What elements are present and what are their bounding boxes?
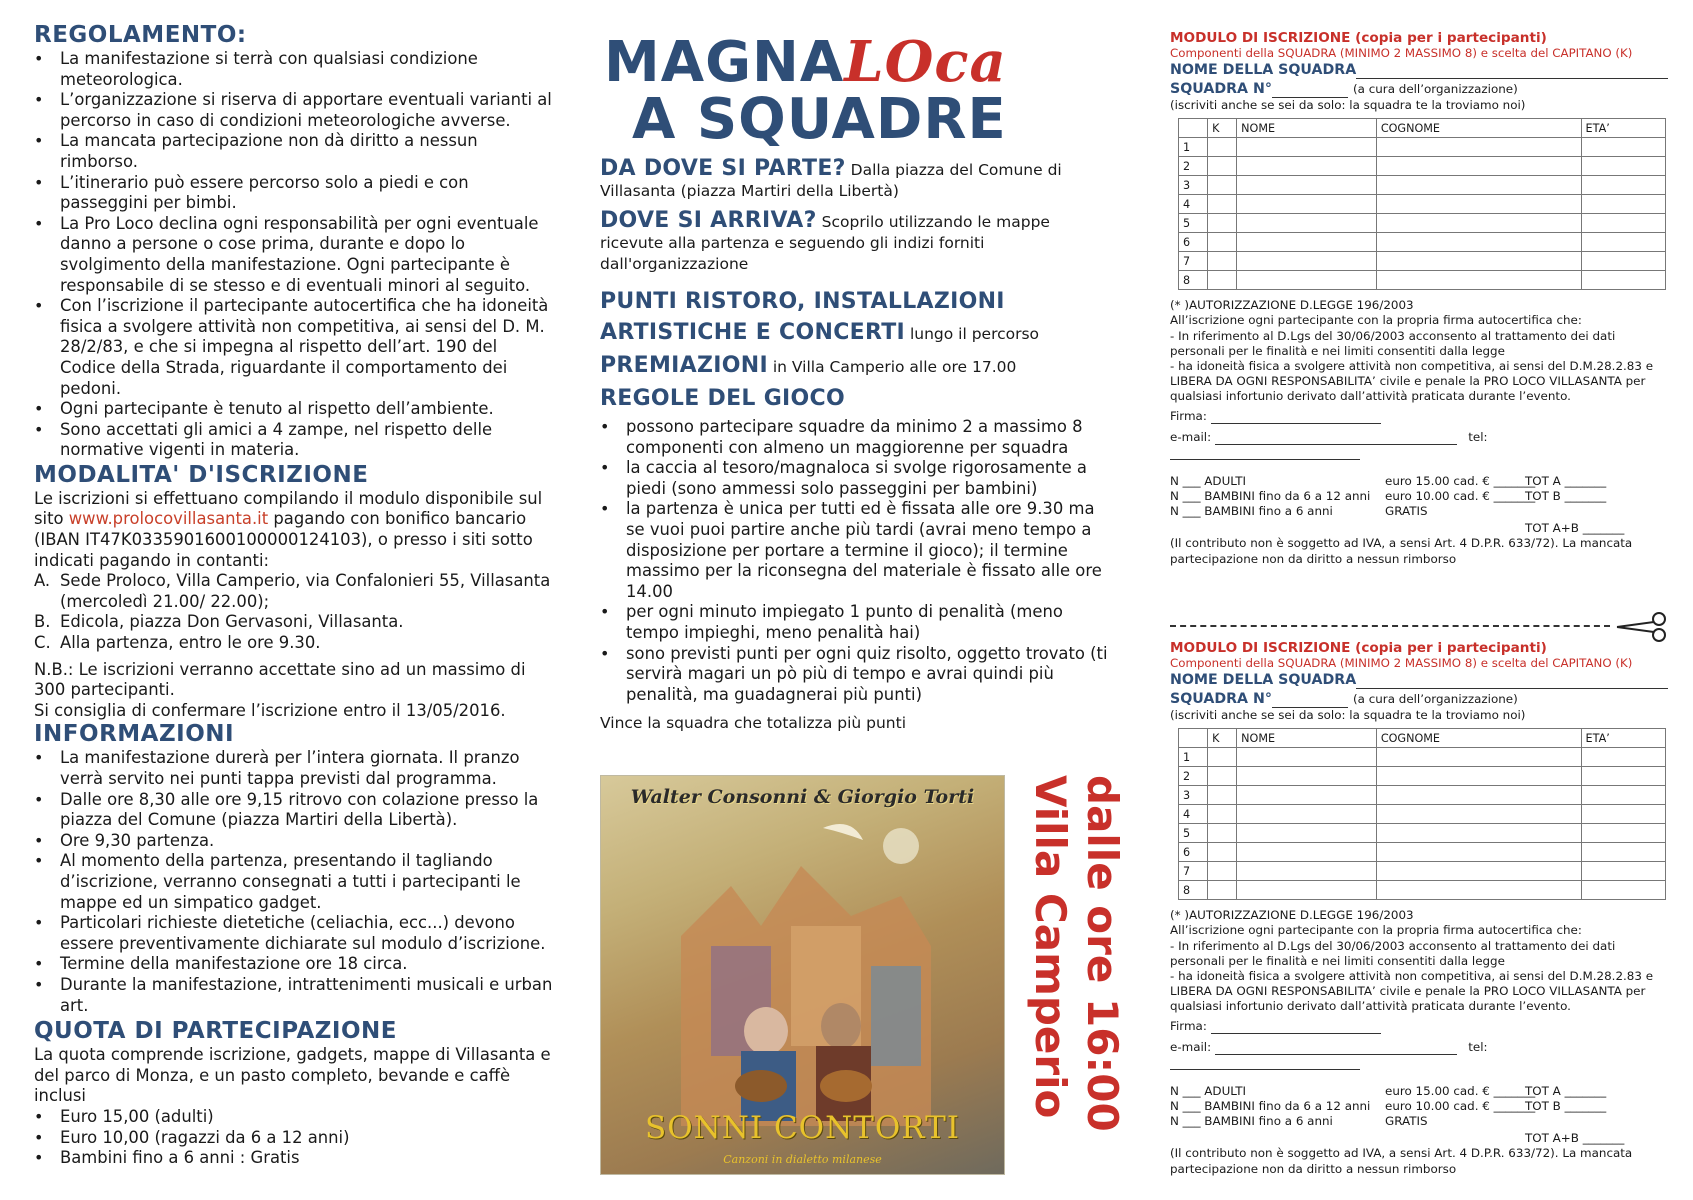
game-column [600, 0, 1127, 1200]
table-row [1179, 176, 1666, 195]
fee-total: TOT A _______ [1525, 1084, 1607, 1099]
logo-a-squadre: A SQUADRE [632, 87, 1007, 152]
captain-cell[interactable] [1208, 824, 1237, 843]
team-number-note: (a cura dell’organizzazione) [1353, 692, 1518, 706]
informazioni-item: • Al momento della partenza, presentando il tagliando d’iscrizione, verranno consegnati a tutti i partecipanti le mappe ed un simpatico gadget. [34, 851, 554, 913]
row-number: 6 [1179, 843, 1208, 862]
magnaloca-logo [600, 28, 1120, 152]
age-cell[interactable] [1581, 157, 1665, 176]
modalita-letter: B. [34, 612, 51, 632]
age-cell[interactable] [1581, 252, 1665, 271]
first-name-cell[interactable] [1237, 748, 1377, 767]
column-header: COGNOME [1376, 119, 1581, 138]
auth-line: All’iscrizione ogni partecipante con la propria firma autocertifica che: [1170, 923, 1582, 938]
table-row [1179, 862, 1666, 881]
q-arrivo-text: Scoprilo utilizzando le mappe ricevute alla partenza e seguendo gli indizi forniti dall'organizzazione [600, 213, 1050, 273]
first-name-cell[interactable] [1237, 786, 1377, 805]
row-number: 2 [1179, 767, 1208, 786]
regolamento-item: • Ogni partecipante è tenuto al rispetto dell’ambiente. [34, 399, 554, 420]
column-header: NOME [1237, 119, 1377, 138]
regolamento-title: REGOLAMENTO: [34, 22, 247, 48]
captain-cell[interactable] [1208, 233, 1237, 252]
regole-item: • la partenza è unica per tutti ed è fissata alle ore 9.30 ma se vuoi puoi partire anche più tardi (avrai meno tempo a disposizione per portare a termine il gioco); il termine massimo per la riconsegna del materiale è fissato alle ore 14.00 [600, 499, 1115, 602]
iva-note: (Il contributo non è soggetto ad IVA, a sensi Art. 4 D.P.R. 633/72). La mancata partecipazione non da diritto a nessun rimborso [1170, 1146, 1633, 1176]
captain-cell[interactable] [1208, 271, 1237, 290]
q-ristoro-title: PUNTI RISTORO, INSTALLAZIONI ARTISTICHE E CONCERTI [600, 289, 1005, 345]
scissors-icon [1615, 612, 1669, 642]
modalita-intro-part2: pagando con bonifico bancario (IBAN IT47K0335901600100000124103), o presso i siti sotto indicati pagando in contanti: [34, 509, 533, 570]
captain-cell[interactable] [1208, 157, 1237, 176]
confirm-note: Si consiglia di confermare l’iscrizione entro il 13/05/2016. [34, 700, 506, 720]
modalita-text: Sede Proloco, Villa Camperio, via Confalonieri 55, Villasanta (mercoledì 21.00/ 22.00); [60, 571, 551, 611]
captain-cell[interactable] [1208, 767, 1237, 786]
first-name-cell[interactable] [1237, 767, 1377, 786]
row-number: 7 [1179, 862, 1208, 881]
q-ristoro [600, 287, 1115, 349]
team-number-label: SQUADRA N° [1170, 81, 1272, 97]
age-cell[interactable] [1581, 195, 1665, 214]
table-row [1179, 157, 1666, 176]
first-name-cell[interactable] [1237, 157, 1377, 176]
column-header: ETA’ [1581, 119, 1665, 138]
row-number: 7 [1179, 252, 1208, 271]
q-partenza [600, 158, 1115, 202]
last-name-cell[interactable] [1376, 786, 1581, 805]
age-cell[interactable] [1581, 824, 1665, 843]
table-row [1179, 824, 1666, 843]
table-row [1179, 195, 1666, 214]
table-row [1179, 233, 1666, 252]
tel-field[interactable] [1170, 1057, 1360, 1070]
last-name-cell[interactable] [1376, 748, 1581, 767]
row-number: 3 [1179, 176, 1208, 195]
fee-row [1170, 474, 1670, 489]
regole-item: • la caccia al tesoro/magnaloca si svolge rigorosamente a piedi (sono ammessi solo passeggini per bambini) [600, 458, 1115, 499]
last-name-cell[interactable] [1376, 824, 1581, 843]
first-name-cell[interactable] [1237, 195, 1377, 214]
tot-ab: TOT A+B _______ [1525, 1131, 1625, 1146]
contact-row [1170, 1040, 1670, 1070]
quota-item: • Euro 10,00 (ragazzi da 6 a 12 anni) [34, 1128, 554, 1149]
regolamento-list [34, 49, 554, 461]
dashed-line [1170, 625, 1610, 627]
table-row [1179, 786, 1666, 805]
fee-row [1170, 1114, 1670, 1129]
column-header: NOME [1237, 729, 1377, 748]
auth-line: - In riferimento al D.Lgs del 30/06/2003 acconsento al trattamento dei dati personali per le finalità e nei limiti consentiti dalla legge [1170, 328, 1616, 358]
fee-total: TOT A _______ [1525, 474, 1607, 489]
age-cell[interactable] [1581, 214, 1665, 233]
last-name-cell[interactable] [1376, 195, 1581, 214]
table-row [1179, 252, 1666, 271]
email-field[interactable] [1215, 432, 1457, 445]
q-arrivo [600, 210, 1115, 275]
auth-line: All’iscrizione ogni partecipante con la propria firma autocertifica che: [1170, 313, 1582, 328]
auth-title: (* )AUTORIZZAZIONE D.LEGGE 196/2003 [1170, 298, 1414, 313]
tel-label: tel: [1468, 429, 1488, 444]
table-row [1179, 138, 1666, 157]
quota-title: QUOTA DI PARTECIPAZIONE [34, 1018, 398, 1045]
quota-item: • Bambini fino a 6 anni : Gratis [34, 1148, 554, 1169]
first-name-cell[interactable] [1237, 271, 1377, 290]
modalita-intro [34, 489, 554, 571]
captain-cell[interactable] [1208, 176, 1237, 195]
age-cell[interactable] [1581, 881, 1665, 900]
team-name-field[interactable] [1356, 66, 1668, 79]
modalita-letter: C. [34, 633, 51, 653]
row-number: 3 [1179, 786, 1208, 805]
firma-row [1170, 1019, 1670, 1034]
vertical-place: Villa Camperio [1026, 775, 1075, 1119]
cd-title: SONNI CONTORTI [644, 1110, 961, 1146]
modalita-letter: A. [34, 571, 51, 591]
regolamento-item: • L’itinerario può essere percorso solo a piedi e con passeggini per bimbi. [34, 173, 554, 214]
row-number: 5 [1179, 824, 1208, 843]
tel-field[interactable] [1170, 447, 1360, 460]
captain-cell[interactable] [1208, 748, 1237, 767]
informazioni-list [34, 748, 554, 1016]
last-name-cell[interactable] [1376, 767, 1581, 786]
team-name-row [1170, 61, 1670, 79]
prolocovillasanta-link[interactable]: www.prolocovillasanta.it [68, 509, 269, 529]
rules-column [34, 0, 554, 1200]
firma-row [1170, 409, 1670, 424]
cd-cover-image [600, 775, 1005, 1175]
captain-cell[interactable] [1208, 862, 1237, 881]
firma-label: Firma: [1170, 408, 1207, 423]
column-header: ETA’ [1581, 729, 1665, 748]
fee-quantity[interactable]: N ___ BAMBINI fino a 6 anni [1170, 1114, 1333, 1129]
fee-row [1170, 1084, 1670, 1099]
team-number-label: SQUADRA N° [1170, 691, 1272, 707]
first-name-cell[interactable] [1237, 824, 1377, 843]
table-row [1179, 805, 1666, 824]
fee-price: euro 15.00 cad. € _______ [1385, 474, 1536, 489]
modalita-item [34, 633, 554, 654]
vertical-time: dalle ore 16:00 [1078, 775, 1127, 1132]
game-info [600, 158, 1115, 734]
row-number: 5 [1179, 214, 1208, 233]
fee-quantity[interactable]: N ___ ADULTI [1170, 474, 1247, 489]
cd-subtitle: Canzoni in dialetto milanese [723, 1153, 882, 1166]
table-row [1179, 271, 1666, 290]
column-header [1179, 729, 1208, 748]
cd-artists: Walter Consonni & Giorgio Torti [630, 786, 975, 808]
form-subtitle: Componenti della SQUADRA (MINIMO 2 MASSIMO 8) e scelta del CAPITANO (K) [1170, 656, 1633, 670]
team-name-label: NOME DELLA SQUADRA [1170, 672, 1357, 688]
informazioni-item: • Particolari richieste dietetiche (celiachia, ecc...) devono essere preventivamente dichiarate sul modulo d’iscrizione. [34, 913, 554, 954]
iva-note: (Il contributo non è soggetto ad IVA, a sensi Art. 4 D.P.R. 633/72). La mancata partecipazione non da diritto a nessun rimborso [1170, 536, 1633, 566]
auth-title: (* )AUTORIZZAZIONE D.LEGGE 196/2003 [1170, 908, 1414, 923]
cut-line [1170, 612, 1670, 642]
email-field[interactable] [1215, 1042, 1457, 1055]
captain-cell[interactable] [1208, 805, 1237, 824]
column-header: K [1208, 119, 1237, 138]
row-number: 6 [1179, 233, 1208, 252]
first-name-cell[interactable] [1237, 176, 1377, 195]
regolamento-item: • Sono accettati gli amici a 4 zampe, nel rispetto delle normative vigenti in materia. [34, 420, 554, 461]
row-number: 8 [1179, 271, 1208, 290]
team-name-label: NOME DELLA SQUADRA [1170, 62, 1357, 78]
informazioni-item: • Dalle ore 8,30 alle ore 9,15 ritrovo con colazione presso la piazza del Comune (piazza Martiri della Libertà). [34, 790, 554, 831]
first-name-cell[interactable] [1237, 805, 1377, 824]
last-name-cell[interactable] [1376, 138, 1581, 157]
age-cell[interactable] [1581, 805, 1665, 824]
captain-cell[interactable] [1208, 843, 1237, 862]
first-name-cell[interactable] [1237, 881, 1377, 900]
informazioni-title: INFORMAZIONI [34, 721, 235, 748]
last-name-cell[interactable] [1376, 252, 1581, 271]
captain-cell[interactable] [1208, 214, 1237, 233]
tot-ab: TOT A+B _______ [1525, 521, 1625, 536]
age-cell[interactable] [1581, 271, 1665, 290]
email-label: e-mail: [1170, 1039, 1212, 1054]
firma-field[interactable] [1211, 1021, 1381, 1034]
captain-cell[interactable] [1208, 138, 1237, 157]
first-name-cell[interactable] [1237, 252, 1377, 271]
quota-item: • Euro 15,00 (adulti) [34, 1107, 554, 1128]
nb-note: N.B.: Le iscrizioni verranno accettate sino ad un massimo di 300 partecipanti. [34, 659, 526, 700]
row-number: 4 [1179, 805, 1208, 824]
form-title: MODULO DI ISCRIZIONE (copia per i partecipanti) [1170, 30, 1547, 46]
regolamento-item: • La manifestazione si terrà con qualsiasi condizione meteorologica. [34, 49, 554, 90]
regole-item: • possono partecipare squadre da minimo 2 a massimo 8 componenti con almeno un maggiorenne per squadra [600, 417, 1115, 458]
first-name-cell[interactable] [1237, 843, 1377, 862]
table-row [1179, 881, 1666, 900]
form-title: MODULO DI ISCRIZIONE (copia per i partecipanti) [1170, 640, 1547, 656]
age-cell[interactable] [1581, 748, 1665, 767]
informazioni-item: • La manifestazione durerà per l’intera giornata. Il pranzo verrà servito nei punti tappa previsti dal programma. [34, 748, 554, 789]
informazioni-item: • Durante la manifestazione, intrattenimenti musicali e urban art. [34, 975, 554, 1016]
last-name-cell[interactable] [1376, 843, 1581, 862]
modalita-text: Edicola, piazza Don Gervasoni, Villasanta. [60, 612, 404, 632]
registration-column [1170, 0, 1670, 1200]
regole-item: • sono previsti punti per ogni quiz risolto, oggetto trovato (ti servirà magari un pò più di tempo e avrai quindi più penalità, ma guadagnerai più punti) [600, 644, 1115, 706]
team-number-row [1170, 689, 1670, 708]
quota-intro: La quota comprende iscrizione, gadgets, mappe di Villasanta e del parco di Monza, e un pasto completo, bevande e caffè inclusi [34, 1045, 551, 1106]
table-row [1179, 214, 1666, 233]
table-row [1179, 767, 1666, 786]
regolamento-item: • L’organizzazione si riserva di apportare eventuali varianti al percorso in caso di condizioni meteorologiche avverse. [34, 90, 554, 131]
fee-price: GRATIS [1385, 504, 1428, 519]
vince-note: Vince la squadra che totalizza più punti [600, 714, 907, 733]
fee-quantity[interactable]: N ___ ADULTI [1170, 1084, 1247, 1099]
auth-line: - ha idoneità fisica a svolgere attività non competitiva, ai sensi del D.M.28.2.83 e LIBERA DA OGNI RESPONSABILITA’ civile e penale la PRO LOCO VILLASANTA per qualsiasi infortunio derivato dall’attività praticata durante l’evento. [1170, 359, 1654, 404]
contact-row [1170, 430, 1670, 460]
captain-cell[interactable] [1208, 881, 1237, 900]
modalita-title: MODALITA' D'ISCRIZIONE [34, 461, 369, 488]
team-number-note: (a cura dell’organizzazione) [1353, 82, 1518, 96]
age-cell[interactable] [1581, 786, 1665, 805]
informazioni-item: • Termine della manifestazione ore 18 circa. [34, 954, 554, 975]
last-name-cell[interactable] [1376, 214, 1581, 233]
last-name-cell[interactable] [1376, 805, 1581, 824]
row-number: 4 [1179, 195, 1208, 214]
modalita-intro-part1: Le iscrizioni si effettuano compilando il modulo disponibile sul sito [34, 488, 543, 529]
fee-quantity[interactable]: N ___ BAMBINI fino da 6 a 12 anni [1170, 489, 1371, 504]
email-label: e-mail: [1170, 429, 1212, 444]
modalita-item [34, 571, 554, 612]
fee-total: TOT B _______ [1525, 1099, 1607, 1114]
regolamento-item: • Con l’iscrizione il partecipante autocertifica che ha idoneità fisica a svolgere attività non competitiva, ai sensi del D. M. 28/2/83, e che si impegna al rispetto dell’art. 190 del Codice della Strada, riguardante il comportamento dei pedoni. [34, 296, 554, 399]
modalita-list [34, 571, 554, 653]
participants-table [1178, 728, 1666, 900]
modalita-item [34, 612, 554, 633]
fee-price: GRATIS [1385, 1114, 1428, 1129]
fee-quantity[interactable]: N ___ BAMBINI fino da 6 a 12 anni [1170, 1099, 1371, 1114]
event-time-vertical [1008, 775, 1127, 1173]
q-partenza-title: DA DOVE SI PARTE? [600, 156, 846, 181]
auth-line: - In riferimento al D.Lgs del 30/06/2003 acconsento al trattamento dei dati personali per le finalità e nei limiti consentiti dalla legge [1170, 938, 1616, 968]
captain-cell[interactable] [1208, 786, 1237, 805]
q-arrivo-title: DOVE SI ARRIVA? [600, 208, 817, 233]
row-number: 1 [1179, 138, 1208, 157]
fee-price: euro 10.00 cad. € _______ [1385, 1099, 1536, 1114]
q-premiazioni-title: PREMIAZIONI [600, 353, 768, 378]
fee-row [1170, 504, 1670, 519]
quota-list [34, 1107, 554, 1169]
registration-form-1 [1170, 30, 1670, 567]
modalita-text: Alla partenza, entro le ore 9.30. [60, 633, 321, 653]
q-partenza-text: Dalla piazza del Comune di Villasanta (piazza Martiri della Libertà) [600, 161, 1062, 200]
column-header: K [1208, 729, 1237, 748]
captain-cell[interactable] [1208, 195, 1237, 214]
column-header: COGNOME [1376, 729, 1581, 748]
last-name-cell[interactable] [1376, 271, 1581, 290]
fee-row [1170, 1099, 1670, 1114]
q-premiazioni-text: in Villa Camperio alle ore 17.00 [767, 358, 1017, 376]
age-cell[interactable] [1581, 176, 1665, 195]
captain-cell[interactable] [1208, 252, 1237, 271]
q-premiazioni [600, 355, 1115, 378]
team-name-row [1170, 671, 1670, 689]
tel-label: tel: [1468, 1039, 1488, 1054]
first-name-cell[interactable] [1237, 233, 1377, 252]
fee-quantity[interactable]: N ___ BAMBINI fino a 6 anni [1170, 504, 1333, 519]
team-number-field[interactable] [1272, 695, 1348, 708]
first-name-cell[interactable] [1237, 214, 1377, 233]
last-name-cell[interactable] [1376, 233, 1581, 252]
last-name-cell[interactable] [1376, 157, 1581, 176]
last-name-cell[interactable] [1376, 176, 1581, 195]
logo-magna: MAGNA [604, 30, 845, 95]
fee-total: TOT B _______ [1525, 489, 1607, 504]
age-cell[interactable] [1581, 233, 1665, 252]
regole-list [600, 417, 1115, 705]
logo-loca: LOca [844, 29, 1007, 95]
team-number-field[interactable] [1272, 85, 1348, 98]
table-row [1179, 748, 1666, 767]
form-subtitle: Componenti della SQUADRA (MINIMO 2 MASSIMO 8) e scelta del CAPITANO (K) [1170, 46, 1633, 60]
auth-line: - ha idoneità fisica a svolgere attività non competitiva, ai sensi del D.M.28.2.83 e LIBERA DA OGNI RESPONSABILITA’ civile e penale la PRO LOCO VILLASANTA per qualsiasi infortunio derivato dall’attività praticata durante l’evento. [1170, 969, 1654, 1014]
fee-price: euro 10.00 cad. € _______ [1385, 489, 1536, 504]
regolamento-item: • La Pro Loco declina ogni responsabilità per ogni eventuale danno a persone o cose prima, durante e dopo lo svolgimento della manifestazione. Ogni partecipante è responsabile di se stesso e di eventuali minori al seguito. [34, 214, 554, 296]
last-name-cell[interactable] [1376, 881, 1581, 900]
age-cell[interactable] [1581, 138, 1665, 157]
participants-table [1178, 118, 1666, 290]
row-number: 8 [1179, 881, 1208, 900]
team-name-field[interactable] [1356, 676, 1668, 689]
registration-form-2 [1170, 640, 1670, 1177]
solo-note: (iscriviti anche se sei da solo: la squadra te la troviamo noi) [1170, 708, 1526, 722]
age-cell[interactable] [1581, 767, 1665, 786]
age-cell[interactable] [1581, 862, 1665, 881]
row-number: 1 [1179, 748, 1208, 767]
firma-label: Firma: [1170, 1018, 1207, 1033]
firma-field[interactable] [1211, 411, 1381, 424]
last-name-cell[interactable] [1376, 862, 1581, 881]
first-name-cell[interactable] [1237, 862, 1377, 881]
regolamento-item: • La mancata partecipazione non dà diritto a nessun rimborso. [34, 131, 554, 172]
row-number: 2 [1179, 157, 1208, 176]
solo-note: (iscriviti anche se sei da solo: la squadra te la troviamo noi) [1170, 98, 1526, 112]
first-name-cell[interactable] [1237, 138, 1377, 157]
age-cell[interactable] [1581, 843, 1665, 862]
team-number-row [1170, 79, 1670, 98]
column-header [1179, 119, 1208, 138]
fee-row [1170, 489, 1670, 504]
regole-title: REGOLE DEL GIOCO [600, 386, 845, 411]
q-ristoro-text: lungo il percorso [905, 325, 1040, 343]
informazioni-item: • Ore 9,30 partenza. [34, 831, 554, 852]
table-row [1179, 843, 1666, 862]
fee-price: euro 15.00 cad. € _______ [1385, 1084, 1536, 1099]
regole-item: • per ogni minuto impiegato 1 punto di penalità (meno tempo impieghi, meno penalità hai) [600, 602, 1115, 643]
